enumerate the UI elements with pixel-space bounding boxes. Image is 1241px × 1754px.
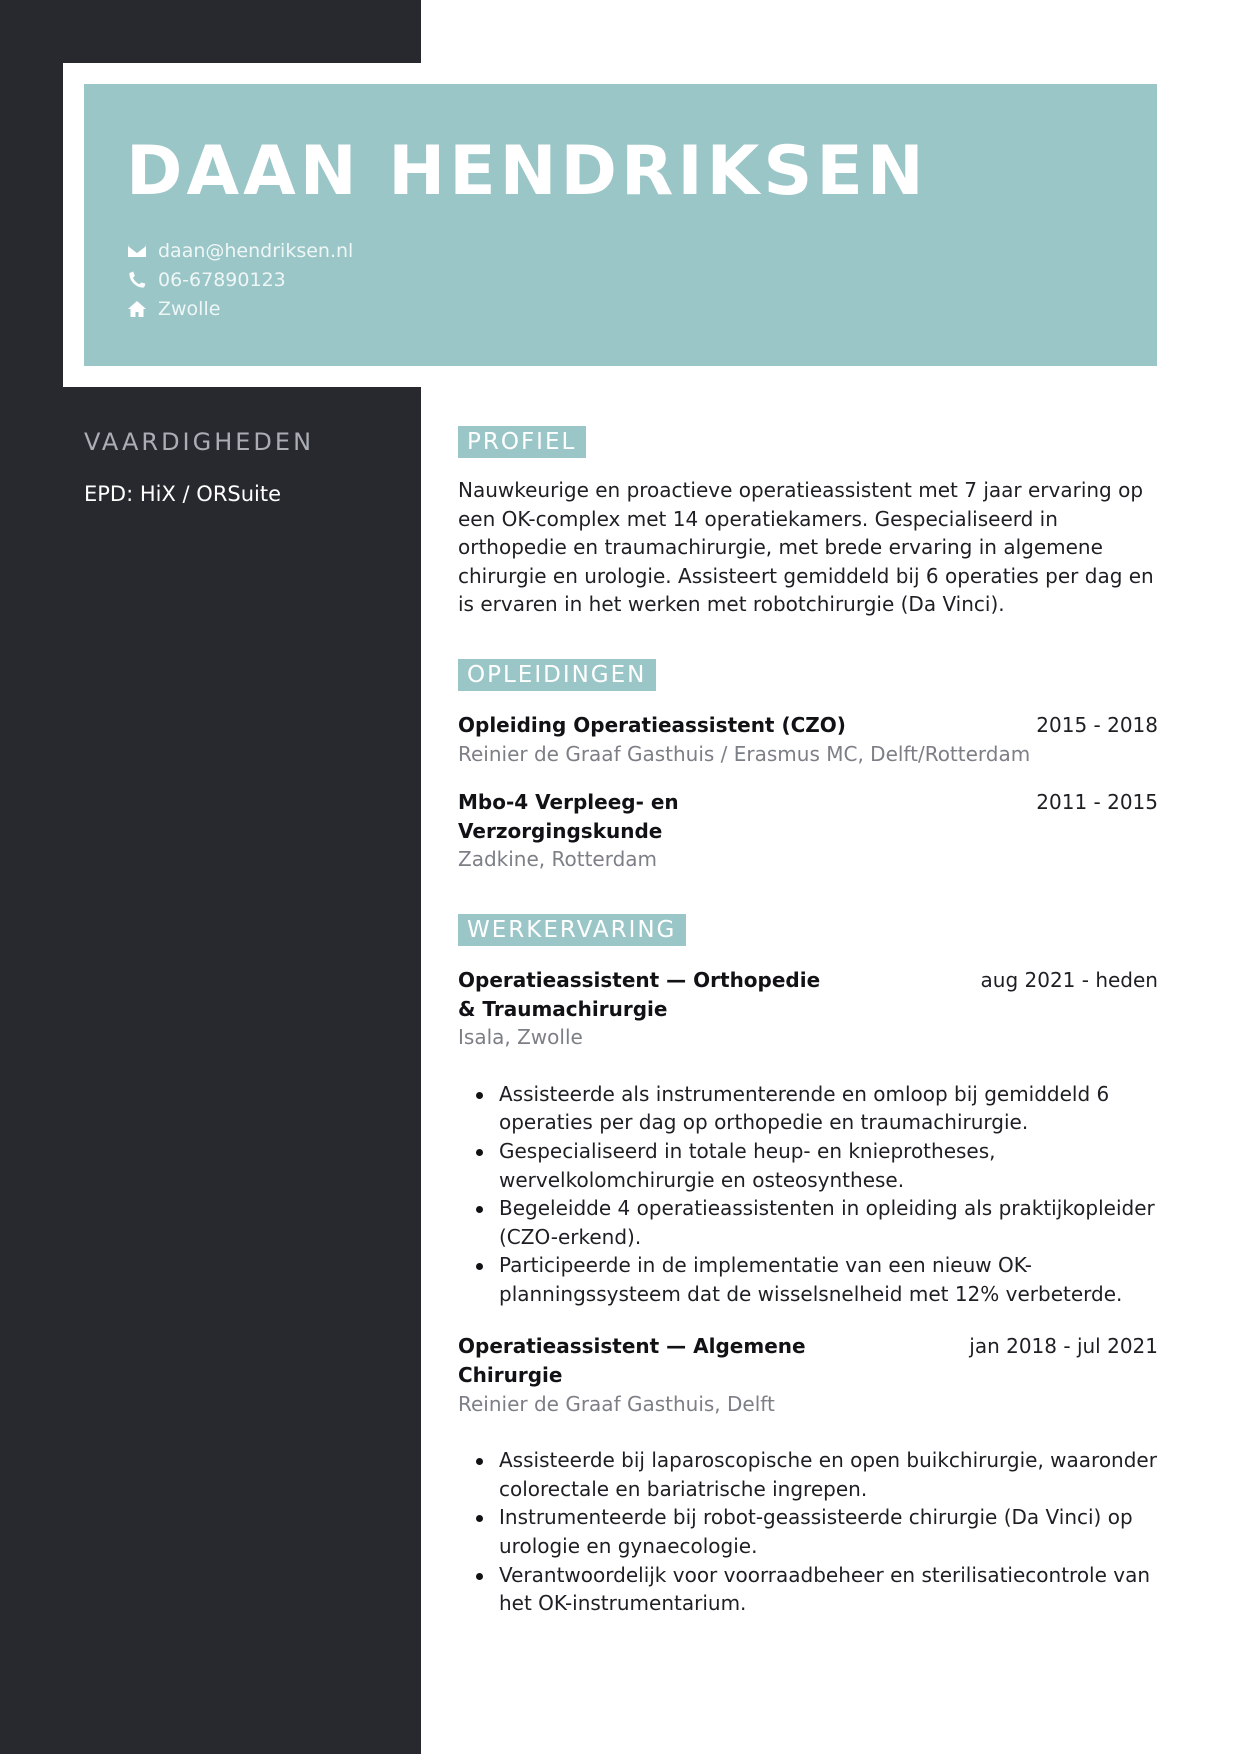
profile-section (458, 426, 1158, 619)
header-banner (84, 84, 1157, 366)
education-date: 2015 - 2018 (1036, 712, 1158, 737)
contact-email[interactable] (126, 236, 353, 265)
experience-heading: WERKERVARING (458, 914, 686, 946)
experience-section (458, 914, 1158, 1618)
main-content (458, 426, 1158, 1618)
profile-heading: PROFIEL (458, 426, 586, 458)
job-date: jan 2018 - jul 2021 (969, 1334, 1158, 1359)
skill-item: EPD: HiX / ORSuite (84, 482, 282, 506)
job-place: Reinier de Graaf Gasthuis, Delft (458, 1391, 775, 1416)
education-heading: OPLEIDINGEN (458, 659, 656, 691)
skills-section (84, 428, 404, 506)
bullet-item: Begeleidde 4 operatieassistenten in opleiding als praktijkopleider (CZO-erkend). (474, 1194, 1158, 1251)
job-title: Operatieassistent — Algemene Chirurgie (458, 1334, 806, 1388)
contact-phone[interactable] (126, 265, 353, 294)
candidate-name: DAAN HENDRIKSEN (126, 132, 928, 211)
contact-list (126, 236, 353, 323)
contact-email-text: daan@hendriksen.nl (158, 239, 354, 262)
education-title: Opleiding Operatieassistent (CZO) (458, 712, 846, 737)
job-place: Isala, Zwolle (458, 1025, 583, 1050)
profile-text: Nauwkeurige en proactieve operatieassistent met 7 jaar ervaring op een OK-complex met 14 operatiekamers. Gespecialiseerd in orthopedie en traumachirurgie, met brede ervaring in algemene chirurgie en urologie. Assisteert gemiddeld bij 6 operaties per dag en is ervaren in het werken met robotchirurgie (Da Vinci). (458, 478, 1154, 617)
education-date: 2011 - 2015 (1036, 790, 1158, 815)
experience-entry (458, 966, 1158, 1052)
contact-location (126, 294, 353, 323)
bullet-item: Verantwoordelijk voor voorraadbeheer en sterilisatiecontrole van het OK-instrumentarium. (474, 1561, 1158, 1618)
education-section (458, 659, 1158, 874)
bullet-item: Participeerde in de implementatie van een nieuw OK-planningssysteem dat de wisselsnelheid met 12% verbeterde. (474, 1251, 1158, 1308)
experience-entry (458, 1332, 1158, 1418)
job-bullets (458, 1080, 1158, 1309)
contact-location-text: Zwolle (158, 297, 221, 320)
education-entry (458, 788, 1158, 874)
home-icon (126, 298, 148, 320)
education-title: Mbo-4 Verpleeg- en Verzorgingskunde (458, 790, 679, 843)
bullet-item: Assisteerde als instrumenterende en omloop bij gemiddeld 6 operaties per dag op orthopedie en traumachirurgie. (474, 1080, 1158, 1137)
skills-heading: VAARDIGHEDEN (84, 428, 315, 456)
education-place: Zadkine, Rotterdam (458, 847, 658, 872)
education-place: Reinier de Graaf Gasthuis / Erasmus MC, Delft/Rotterdam (458, 741, 1031, 766)
bullet-item: Instrumenteerde bij robot-geassisteerde chirurgie (Da Vinci) op urologie en gynaecologie. (474, 1503, 1158, 1560)
contact-phone-text: 06-67890123 (158, 268, 286, 291)
bullet-item: Gespecialiseerd in totale heup- en knieprotheses, wervelkolomchirurgie en osteosynthese. (474, 1137, 1158, 1194)
envelope-icon (126, 240, 148, 262)
job-bullets (458, 1446, 1158, 1618)
phone-icon (126, 269, 148, 291)
job-title: Operatieassistent — Orthopedie & Traumachirurgie (458, 967, 821, 1021)
education-entry (458, 711, 1158, 768)
bullet-item: Assisteerde bij laparoscopische en open buikchirurgie, waaronder colorectale en bariatrische ingrepen. (474, 1446, 1158, 1503)
job-date: aug 2021 - heden (980, 967, 1158, 992)
